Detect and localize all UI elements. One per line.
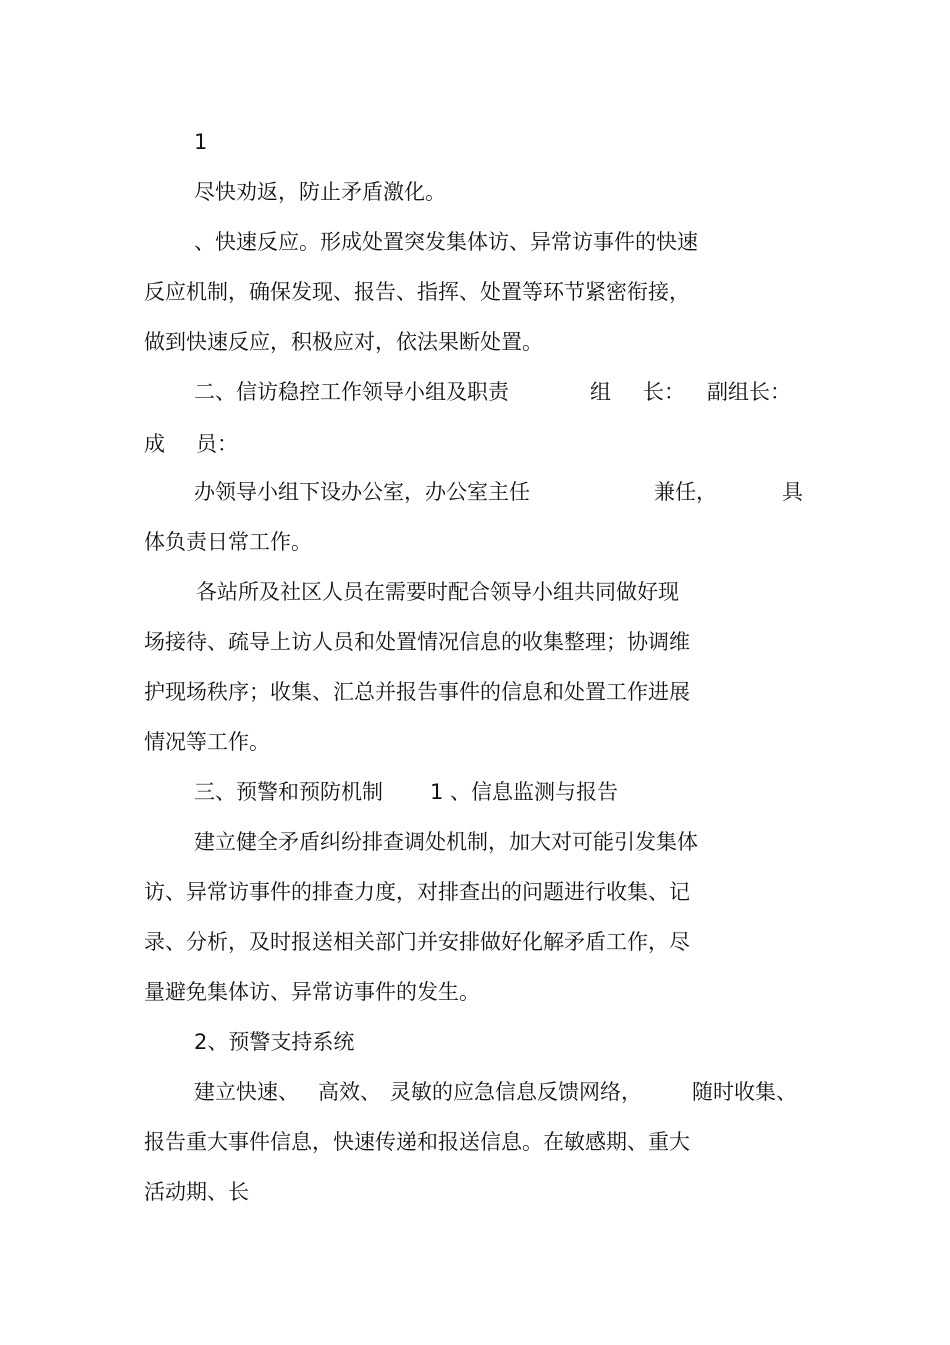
text-fragment: 兼任， — [654, 480, 717, 504]
text-line: 量避免集体访、异常访事件的发生。 — [144, 980, 480, 1004]
text-line: 做到快速反应，积极应对，依法果断处置。 — [144, 330, 543, 354]
text-fragment: 随时收集、 — [692, 1080, 797, 1104]
text-line: 体负责日常工作。 — [144, 530, 312, 554]
text-fragment: 高效、 — [318, 1080, 381, 1104]
subsection-heading: 2、预警支持系统 — [194, 1030, 355, 1054]
text-line: 尽快劝返，防止矛盾激化。 — [194, 180, 446, 204]
text-line: 护现场秩序；收集、汇总并报告事件的信息和处置工作进展 — [144, 680, 690, 704]
text-fragment: 员： — [196, 432, 238, 456]
text-fragment: 成 — [144, 432, 165, 456]
section-heading: 二、信访稳控工作领导小组及职责 — [194, 380, 509, 404]
text-line: 情况等工作。 — [144, 730, 270, 754]
text-fragment: 组 — [590, 380, 611, 404]
text-line: 活动期、长 — [144, 1180, 249, 1204]
subsection-heading: 1 、信息监测与报告 — [430, 780, 619, 804]
text-line: 建立健全矛盾纠纷排查调处机制，加大对可能引发集体 — [194, 830, 698, 854]
text-fragment: 具 — [782, 480, 803, 504]
page-number: 1 — [194, 130, 208, 154]
text-fragment: 长： — [643, 380, 685, 404]
text-line: 录、分析，及时报送相关部门并安排做好化解矛盾工作，尽 — [144, 930, 690, 954]
text-line: 、快速反应。形成处置突发集体访、异常访事件的快速 — [194, 230, 698, 254]
text-line: 反应机制，确保发现、报告、指挥、处置等环节紧密衔接， — [144, 280, 690, 304]
text-fragment: 建立快速、 — [194, 1080, 299, 1104]
text-line: 各站所及社区人员在需要时配合领导小组共同做好现 — [196, 580, 679, 604]
text-line: 访、异常访事件的排查力度，对排查出的问题进行收集、记 — [144, 880, 690, 904]
text-line: 办领导小组下设办公室，办公室主任 — [194, 480, 530, 504]
text-line: 场接待、疏导上访人员和处置情况信息的收集整理；协调维 — [144, 630, 690, 654]
section-heading: 三、预警和预防机制 — [194, 780, 383, 804]
text-line: 报告重大事件信息，快速传递和报送信息。在敏感期、重大 — [144, 1130, 690, 1154]
text-fragment: 副组长： — [707, 380, 791, 404]
text-fragment: 灵敏的应急信息反馈网络， — [390, 1080, 642, 1104]
